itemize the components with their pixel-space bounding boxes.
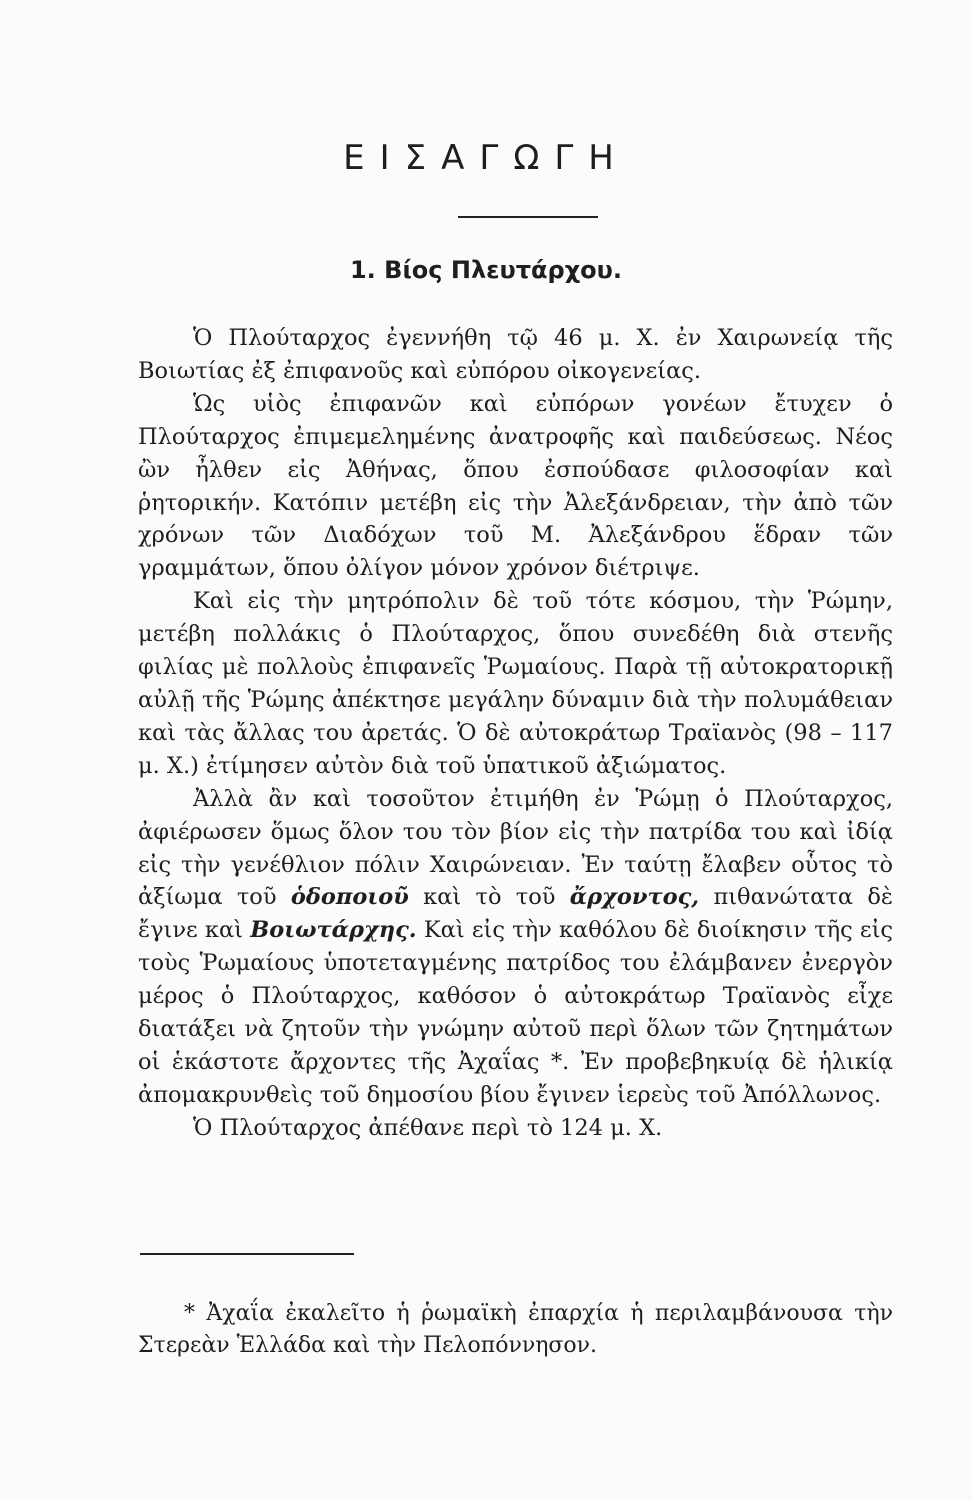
paragraph-4 bbox=[138, 783, 893, 1112]
paragraph-3: Καὶ εἰς τὴν μητρόπολιν δὲ τοῦ τότε κόσμου, τὴν Ῥώμην, μετέβη πολλάκις ὁ Πλούταρχος, ὅπου συνεδέθη διὰ στενῆς φιλίας μὲ πολλοὺς ἐπιφανεῖς Ῥωμαίους. Παρὰ τῇ αὐτοκρατορικῇ αὐλῇ τῆς Ῥώμης ἀπέκτησε μεγάλην δύναμιν διὰ τὴν πολυμάθειαν καὶ τὰς ἄλλας του ἀρετάς. Ὁ δὲ αὐτοκράτωρ Τραϊανὸς (98 – 117 μ. Χ.) ἐτίμησεν αὐτὸν διὰ τοῦ ὑπατικοῦ ἀξιώματος. bbox=[138, 588, 893, 779]
paragraph-4-text-a: Ἀλλὰ ἂν καὶ τοσοῦτον ἐτιμήθη ἐν Ῥώμῃ ὁ Πλούταρχος, ἀφιέρωσεν ὅμως ὅλον του τὸν βίον εἰς τὴν πατρίδα του καὶ ἰδίᾳ εἰς τὴν γενέθλιον πόλιν Χαιρώνειαν. Ἐν ταύτῃ ἔλαβεν οὗτος τὸ ἀξίωμα τοῦ bbox=[138, 785, 893, 911]
page-title: ΕΙΣΑΓΩΓΗ bbox=[343, 138, 629, 178]
paragraph-1: Ὁ Πλούταρχος ἐγεννήθη τῷ 46 μ. Χ. ἐν Χαιρωνείᾳ τῆς Βοιωτίας ἐξ ἐπιφανοῦς καὶ εὐπόρου οἰκογενείας. bbox=[138, 325, 893, 384]
paragraph-5: Ὁ Πλούταρχος ἀπέθανε περὶ τὸ 124 μ. Χ. bbox=[193, 1114, 663, 1141]
paragraph-4-text-c: πιθανώτατα δὲ ἔγινε καὶ bbox=[138, 884, 894, 944]
title-underline bbox=[458, 216, 598, 218]
term-archon: ἄρχοντος, bbox=[569, 884, 700, 911]
term-boiotarches: Βοιωτάρχης. bbox=[250, 917, 417, 944]
section-heading: 1. Βίος Πλευτάρχου. bbox=[349, 256, 622, 284]
term-odopoios: ὁδοποιοῦ bbox=[290, 884, 409, 911]
paragraph-4-text-d: Καὶ εἰς τὴν καθόλου δὲ διοίκησιν τῆς εἰς τοὺς Ῥωμαίους ὑποτεταγμένης πατρίδος του ἐλάμβανεν ἐνεργὸν μέρος ὁ Πλούταρχος, καθόσον ὁ αὐτοκράτωρ Τραϊανὸς εἶχε διατάξει νὰ ζητοῦν τὴν γνώμην αὐτοῦ περὶ ὅλων τῶν ζητημάτων οἱ ἑκάστοτε ἄρχοντες τῆς Ἀχαΐας *. Ἐν προβεβηκυίᾳ δὲ ἡλικίᾳ ἀπομακρυνθεὶς τοῦ δημοσίου βίου ἔγινεν ἱερεὺς τοῦ Ἀπόλλωνος. bbox=[138, 917, 894, 1108]
footnote: * Ἀχαΐα ἐκαλεῖτο ἡ ῥωμαϊκὴ ἐπαρχία ἡ περιλαμβάνουσα τὴν Στερεὰν Ἑλλάδα καὶ τὴν Πελοπόννησον. bbox=[138, 1301, 893, 1358]
paragraph-4-text-b: καὶ τὸ τοῦ bbox=[423, 884, 556, 911]
paragraph-2: Ὡς υἱὸς ἐπιφανῶν καὶ εὐπόρων γονέων ἔτυχεν ὁ Πλούταρχος ἐπιμεμελημένης ἀνατροφῆς καὶ παιδεύσεως. Νέος ὢν ἦλθεν εἰς Ἀθήνας, ὅπου ἐσπούδασε φιλοσοφίαν καὶ ῥητορικήν. Κατόπιν μετέβη εἰς τὴν Ἀλεξάνδρειαν, τὴν ἀπὸ τῶν χρόνων τῶν Διαδόχων τοῦ Μ. Ἀλεξάνδρου ἕδραν τῶν γραμμάτων, ὅπου ὀλίγον μόνον χρόνον διέτριψε. bbox=[138, 390, 893, 582]
footnote-divider bbox=[140, 1253, 354, 1255]
main-text bbox=[138, 322, 893, 1145]
